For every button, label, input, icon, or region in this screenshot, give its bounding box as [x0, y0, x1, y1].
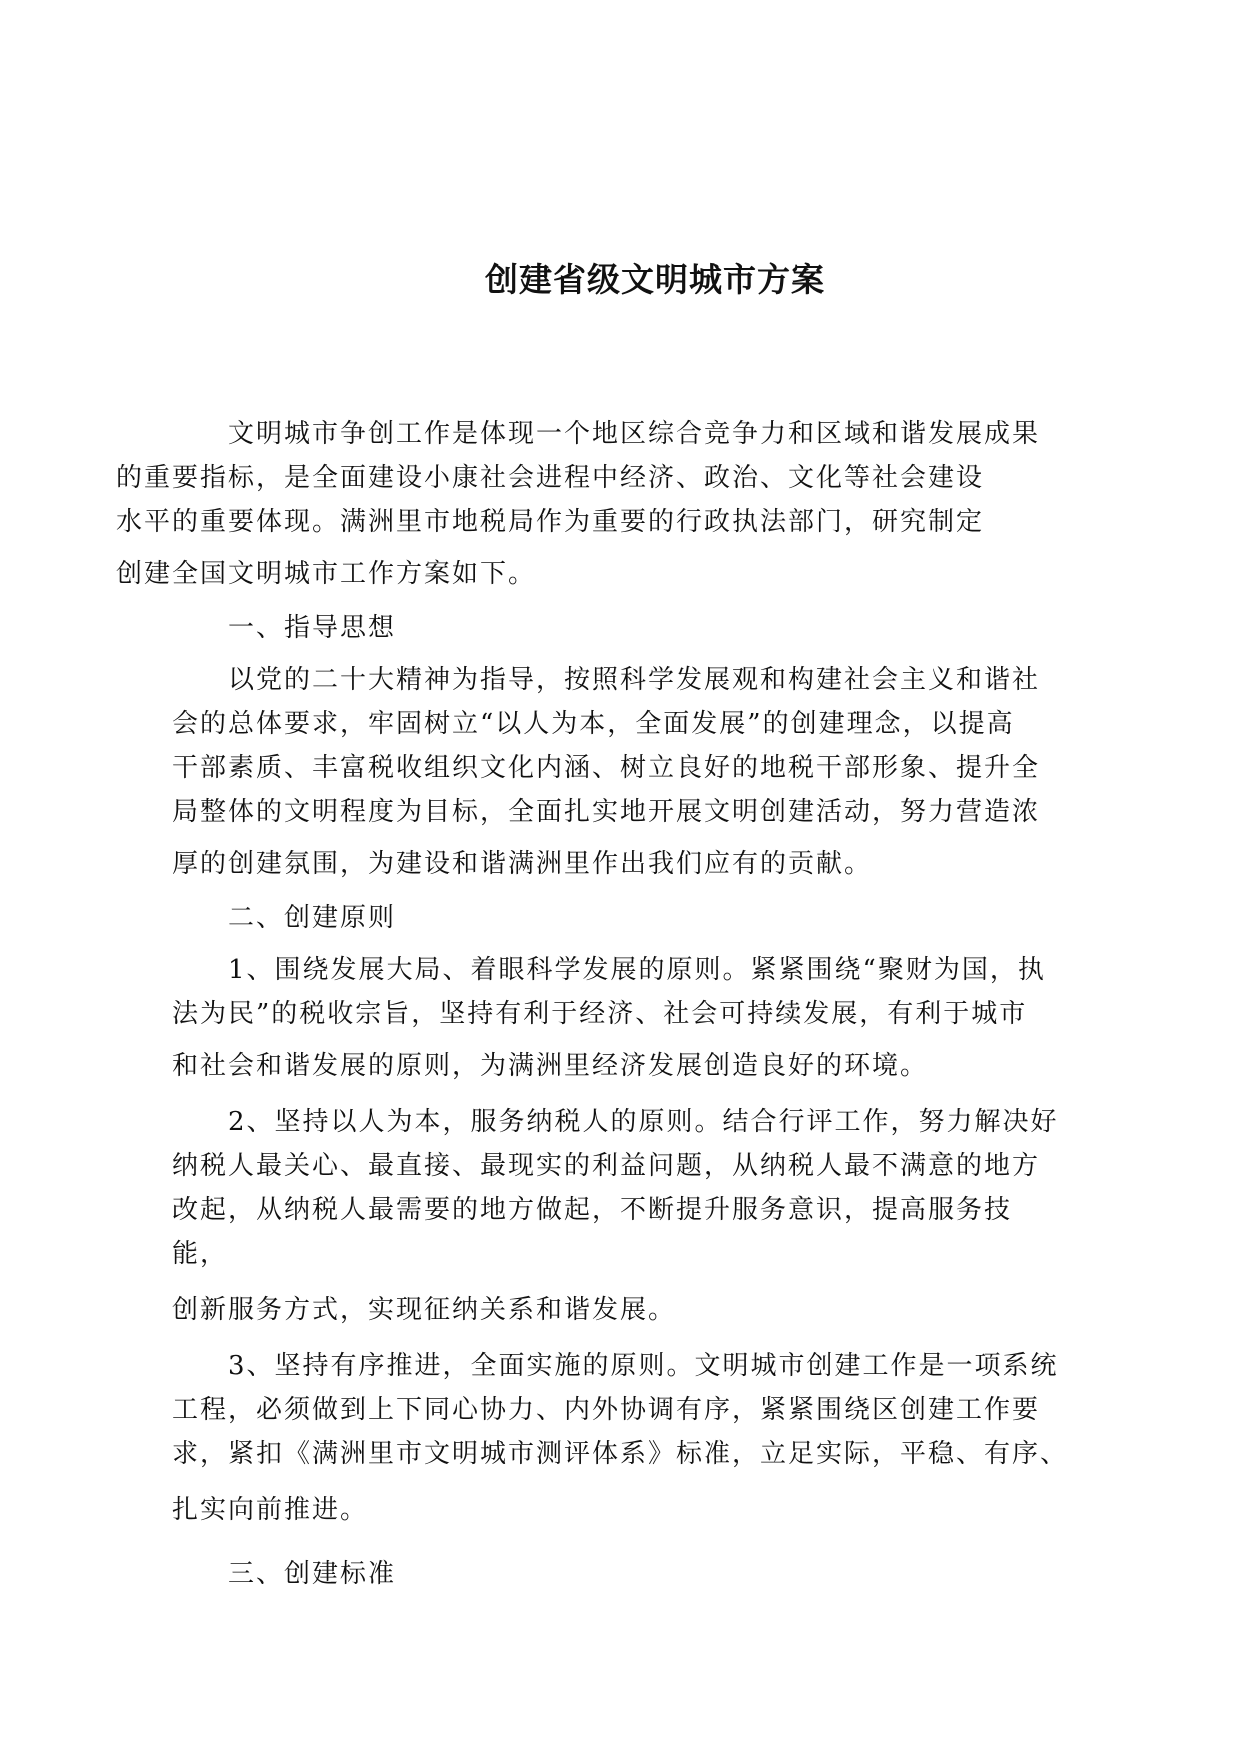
- principle-3-line: 3、坚持有序推进，全面实施的原则。文明城市创建工作是一项系统: [228, 1351, 1059, 1381]
- section-heading-principles: 二、创建原则: [228, 903, 397, 933]
- principle-1-line: 1、围绕发展大局、着眼科学发展的原则。紧紧围绕“聚财为国，执: [228, 955, 1046, 985]
- intro-line: 水平的重要体现。满洲里市地税局作为重要的行政执法部门，研究制定: [116, 507, 985, 537]
- principle-2-paragraph: [172, 1100, 1072, 1332]
- guiding-ideology-line: 局整体的文明程度为目标，全面扎实地开展文明创建活动，努力营造浓: [172, 797, 1041, 827]
- document-body: [116, 412, 1072, 1596]
- principle-2-line: 2、坚持以人为本，服务纳税人的原则。结合行评工作，努力解决好: [228, 1107, 1059, 1137]
- principle-3-line: 求，紧扣《满洲里市文明城市测评体系》标准，立足实际，平稳、有序、: [172, 1439, 1069, 1469]
- guiding-ideology-paragraph: [172, 658, 1072, 886]
- guiding-ideology-line: 会的总体要求，牢固树立“以人为本，全面发展”的创建理念，以提高: [172, 709, 1015, 739]
- principle-2-line: 能，: [172, 1239, 229, 1269]
- guiding-ideology-line: 干部素质、丰富税收组织文化内涵、树立良好的地税干部形象、提升全: [172, 753, 1041, 783]
- document-title: 创建省级文明城市方案: [485, 260, 825, 299]
- intro-line: 创建全国文明城市工作方案如下。: [116, 559, 537, 589]
- intro-line: 文明城市争创工作是体现一个地区综合竞争力和区域和谐发展成果: [228, 419, 1041, 449]
- guiding-ideology-line: 厚的创建氛围，为建设和谐满洲里作出我们应有的贡献。: [172, 849, 873, 879]
- principle-1-line: 法为民”的税收宗旨，坚持有利于经济、社会可持续发展，有利于城市: [172, 999, 1028, 1029]
- principle-3-line: 工程，必须做到上下同心协力、内外协调有序，紧紧围绕区创建工作要: [172, 1395, 1041, 1425]
- intro-line: 的重要指标，是全面建设小康社会进程中经济、政治、文化等社会建设: [116, 463, 985, 493]
- guiding-ideology-line: 以党的二十大精神为指导，按照科学发展观和构建社会主义和谐社: [228, 665, 1041, 695]
- principle-2-line: 纳税人最关心、最直接、最现实的利益问题，从纳税人最不满意的地方: [172, 1151, 1041, 1181]
- section-heading-guiding-ideology: 一、指导思想: [228, 613, 397, 643]
- principle-3-line: 扎实向前推进。: [172, 1495, 369, 1525]
- principle-2-line: 改起，从纳税人最需要的地方做起，不断提升服务意识，提高服务技: [172, 1195, 1013, 1225]
- principle-1-line: 和社会和谐发展的原则，为满洲里经济发展创造良好的环境。: [172, 1051, 929, 1081]
- intro-paragraph: [116, 412, 1072, 596]
- section-heading-standards: 三、创建标准: [228, 1559, 397, 1589]
- principle-1-paragraph: [172, 948, 1072, 1088]
- principle-3-paragraph: [172, 1344, 1072, 1532]
- principle-2-line: 创新服务方式，实现征纳关系和谐发展。: [172, 1295, 677, 1325]
